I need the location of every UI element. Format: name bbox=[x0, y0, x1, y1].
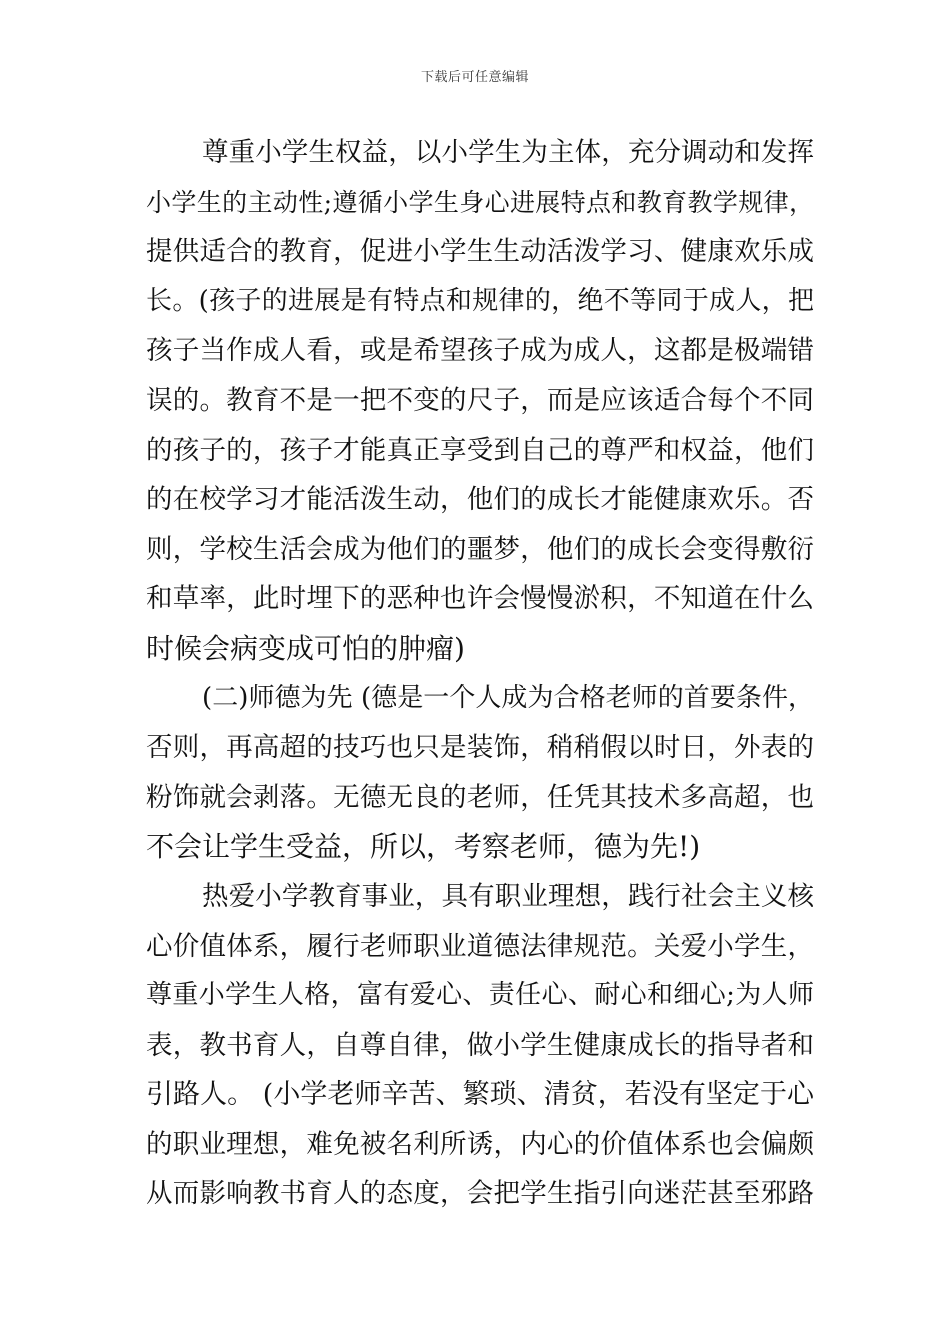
document-body bbox=[146, 128, 814, 1219]
text-line: 心价值体系，履行老师职业道德法律规范。关爱小学生， bbox=[146, 930, 814, 962]
text-line: 孩子当作成人看，或是希望孩子成为成人，这都是极端错 bbox=[146, 335, 814, 367]
text-line: 的孩子的，孩子才能真正享受到自己的尊严和权益，他们 bbox=[146, 434, 814, 466]
text-line: 不会让学生受益，所以，考察老师，德为先!) bbox=[146, 830, 701, 864]
text-line: 提供适合的教育，促进小学生生动活泼学习、健康欢乐成 bbox=[146, 236, 814, 268]
text-line: 则，学校生活会成为他们的噩梦，他们的成长会变得敷衍 bbox=[146, 533, 814, 565]
text-line: 的职业理想，难免被名利所诱，内心的价值体系也会偏颇 bbox=[146, 1128, 814, 1160]
text-line: 尊重小学生权益，以小学生为主体，充分调动和发挥 bbox=[202, 137, 814, 168]
text-line: 小学生的主动性;遵循小学生身心进展特点和教育教学规律， bbox=[146, 187, 814, 217]
text-line: 时候会病变成可怕的肿瘤) bbox=[146, 631, 465, 665]
text-line: 误的。教育不是一把不变的尺子，而是应该适合每个不同 bbox=[146, 384, 814, 416]
section-heading-line: (二)师德为先 (德是一个人成为合格老师的首要条件， bbox=[202, 682, 814, 713]
text-line: 热爱小学教育事业，具有职业理想，践行社会主义核 bbox=[202, 880, 814, 912]
text-line: 粉饰就会剥落。无德无良的老师，任凭其技术多高超，也 bbox=[146, 781, 814, 813]
text-line: 表，教书育人，自尊自律，做小学生健康成长的指导者和 bbox=[146, 1029, 814, 1061]
text-line: 引路人。 (小学老师辛苦、繁琐、清贫，若没有坚定于心 bbox=[146, 1079, 814, 1111]
page-header: 下载后可任意编辑 bbox=[420, 70, 529, 85]
text-line: 尊重小学生人格，富有爱心、责任心、耐心和细心;为人师 bbox=[146, 980, 814, 1011]
text-line: 和草率，此时埋下的恶种也许会慢慢淤积，不知道在什么 bbox=[146, 583, 814, 615]
text-line: 的在校学习才能活泼生动，他们的成长才能健康欢乐。否 bbox=[146, 484, 814, 516]
text-line: 长。(孩子的进展是有特点和规律的，绝不等同于成人，把 bbox=[146, 285, 814, 316]
text-line: 从而影响教书育人的态度，会把学生指引向迷茫甚至邪路 bbox=[146, 1178, 814, 1210]
text-line: 否则，再高超的技巧也只是装饰，稍稍假以时日，外表的 bbox=[146, 732, 814, 764]
